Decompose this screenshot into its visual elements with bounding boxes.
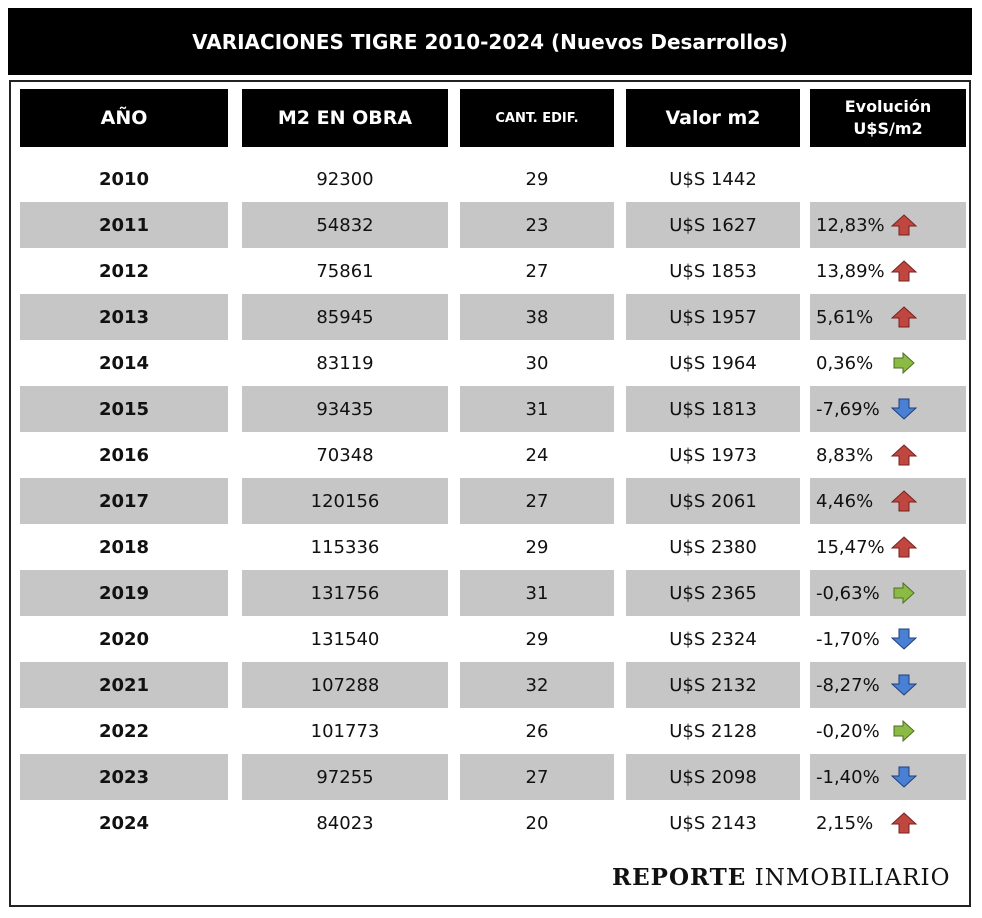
evolution-value: 2,15%	[816, 812, 874, 834]
cell-valor: U$S 2380	[669, 536, 757, 558]
cell-evo	[810, 248, 966, 294]
evolution-value: 5,61%	[816, 306, 874, 328]
table-row	[0, 386, 982, 432]
cell-m2: 93435	[242, 386, 448, 432]
arrow-down-icon	[890, 397, 918, 421]
cell-m2: 131540	[310, 628, 380, 650]
evolution-value: 4,46%	[816, 490, 874, 512]
cell-evo	[810, 340, 966, 386]
evolution-value: 15,47%	[816, 536, 885, 558]
cell-evo	[810, 800, 966, 846]
cell-cant: 24	[525, 444, 549, 466]
cell-valor: U$S 2143	[669, 812, 757, 834]
cell-m2: 83119	[316, 352, 374, 374]
arrow-up-icon	[890, 305, 918, 329]
arrow-up-icon	[890, 811, 918, 835]
cell-m2: 92300	[316, 168, 374, 190]
cell-evo	[810, 524, 966, 570]
table-row	[0, 524, 982, 570]
cell-valor: U$S 2098	[626, 754, 800, 800]
cell-year: 2018	[98, 536, 150, 558]
evolution-value: 8,83%	[816, 444, 874, 466]
cell-evo	[810, 662, 966, 708]
cell-cant: 31	[460, 386, 614, 432]
cell-m2: 101773	[310, 720, 380, 742]
header-year: AÑO	[20, 89, 228, 147]
cell-year: 2013	[20, 294, 228, 340]
cell-valor: U$S 2324	[669, 628, 757, 650]
cell-year: 2014	[98, 352, 150, 374]
cell-cant: 29	[525, 628, 549, 650]
evolution-value: -1,40%	[816, 766, 880, 788]
cell-m2: 120156	[242, 478, 448, 524]
cell-evo	[810, 570, 966, 616]
evolution-value: 0,36%	[816, 352, 874, 374]
arrow-down-icon	[890, 673, 918, 697]
table-row	[0, 616, 982, 662]
evolution-value: -0,63%	[816, 582, 880, 604]
cell-valor: U$S 1853	[669, 260, 757, 282]
cell-valor: U$S 2061	[626, 478, 800, 524]
table-row	[0, 800, 982, 846]
cell-year: 2019	[20, 570, 228, 616]
table-row	[0, 202, 982, 248]
arrow-up-icon	[890, 213, 918, 237]
cell-cant: 30	[525, 352, 549, 374]
table-row	[0, 478, 982, 524]
cell-valor: U$S 2365	[626, 570, 800, 616]
table-row	[0, 708, 982, 754]
arrow-right-icon	[890, 351, 918, 375]
table-row	[0, 294, 982, 340]
cell-cant: 20	[525, 812, 549, 834]
evolution-value: -0,20%	[816, 720, 880, 742]
table-row	[0, 570, 982, 616]
evolution-value: -8,27%	[816, 674, 880, 696]
cell-m2: 131756	[242, 570, 448, 616]
table-row	[0, 156, 982, 202]
cell-evo	[810, 754, 966, 800]
cell-evo	[810, 202, 966, 248]
cell-year: 2017	[20, 478, 228, 524]
evolution-value: 12,83%	[816, 214, 885, 236]
cell-m2: 54832	[242, 202, 448, 248]
table-row	[0, 432, 982, 478]
cell-year: 2016	[98, 444, 150, 466]
arrow-up-icon	[890, 443, 918, 467]
cell-cant: 31	[460, 570, 614, 616]
table-title: VARIACIONES TIGRE 2010-2024 (Nuevos Desarrollos)	[8, 8, 972, 75]
header-evolucion	[810, 89, 966, 147]
arrow-right-icon	[890, 581, 918, 605]
cell-evo	[810, 708, 966, 754]
cell-m2: 107288	[242, 662, 448, 708]
cell-m2: 115336	[310, 536, 380, 558]
arrow-up-icon	[890, 489, 918, 513]
cell-year: 2024	[98, 812, 150, 834]
header-m2: M2 EN OBRA	[242, 89, 448, 147]
cell-valor: U$S 1957	[626, 294, 800, 340]
header-cant-edif: CANT. EDIF.	[460, 89, 614, 147]
cell-evo	[810, 386, 966, 432]
cell-valor: U$S 1442	[669, 168, 757, 190]
evolution-value: 13,89%	[816, 260, 885, 282]
cell-cant: 29	[525, 168, 549, 190]
cell-cant: 29	[525, 536, 549, 558]
cell-cant: 26	[525, 720, 549, 742]
cell-year: 2022	[98, 720, 150, 742]
cell-cant: 23	[460, 202, 614, 248]
cell-valor: U$S 1627	[626, 202, 800, 248]
cell-m2: 85945	[242, 294, 448, 340]
evolution-value: -7,69%	[816, 398, 880, 420]
cell-evo	[810, 616, 966, 662]
cell-cant: 27	[460, 754, 614, 800]
cell-year: 2015	[20, 386, 228, 432]
cell-cant: 32	[460, 662, 614, 708]
cell-valor: U$S 1964	[669, 352, 757, 374]
cell-m2: 70348	[316, 444, 374, 466]
brand-logo	[612, 864, 951, 891]
cell-year: 2020	[98, 628, 150, 650]
table-row	[0, 340, 982, 386]
cell-m2: 75861	[316, 260, 374, 282]
cell-valor: U$S 1813	[626, 386, 800, 432]
cell-valor: U$S 2132	[626, 662, 800, 708]
arrow-up-icon	[890, 535, 918, 559]
cell-evo	[810, 432, 966, 478]
cell-year: 2012	[98, 260, 150, 282]
arrow-up-icon	[890, 259, 918, 283]
header-valor-m2: Valor m2	[626, 89, 800, 147]
table-row	[0, 754, 982, 800]
cell-year: 2021	[20, 662, 228, 708]
cell-year: 2011	[20, 202, 228, 248]
header-evolucion-line2: U$S/m2	[853, 119, 923, 138]
arrow-down-icon	[890, 765, 918, 789]
cell-year: 2010	[98, 168, 150, 190]
cell-evo	[810, 156, 966, 202]
cell-valor: U$S 1973	[669, 444, 757, 466]
arrow-down-icon	[890, 627, 918, 651]
cell-evo	[810, 294, 966, 340]
cell-m2: 97255	[242, 754, 448, 800]
header-evolucion-line1: Evolución	[844, 97, 932, 116]
cell-m2: 84023	[316, 812, 374, 834]
cell-year: 2023	[20, 754, 228, 800]
cell-cant: 38	[460, 294, 614, 340]
arrow-right-icon	[890, 719, 918, 743]
table-row	[0, 248, 982, 294]
brand-bold: REPORTE	[612, 864, 747, 891]
cell-cant: 27	[525, 260, 549, 282]
brand-regular: INMOBILIARIO	[754, 865, 951, 891]
evolution-value: -1,70%	[816, 628, 880, 650]
cell-cant: 27	[460, 478, 614, 524]
cell-evo	[810, 478, 966, 524]
table-row	[0, 662, 982, 708]
cell-valor: U$S 2128	[669, 720, 757, 742]
